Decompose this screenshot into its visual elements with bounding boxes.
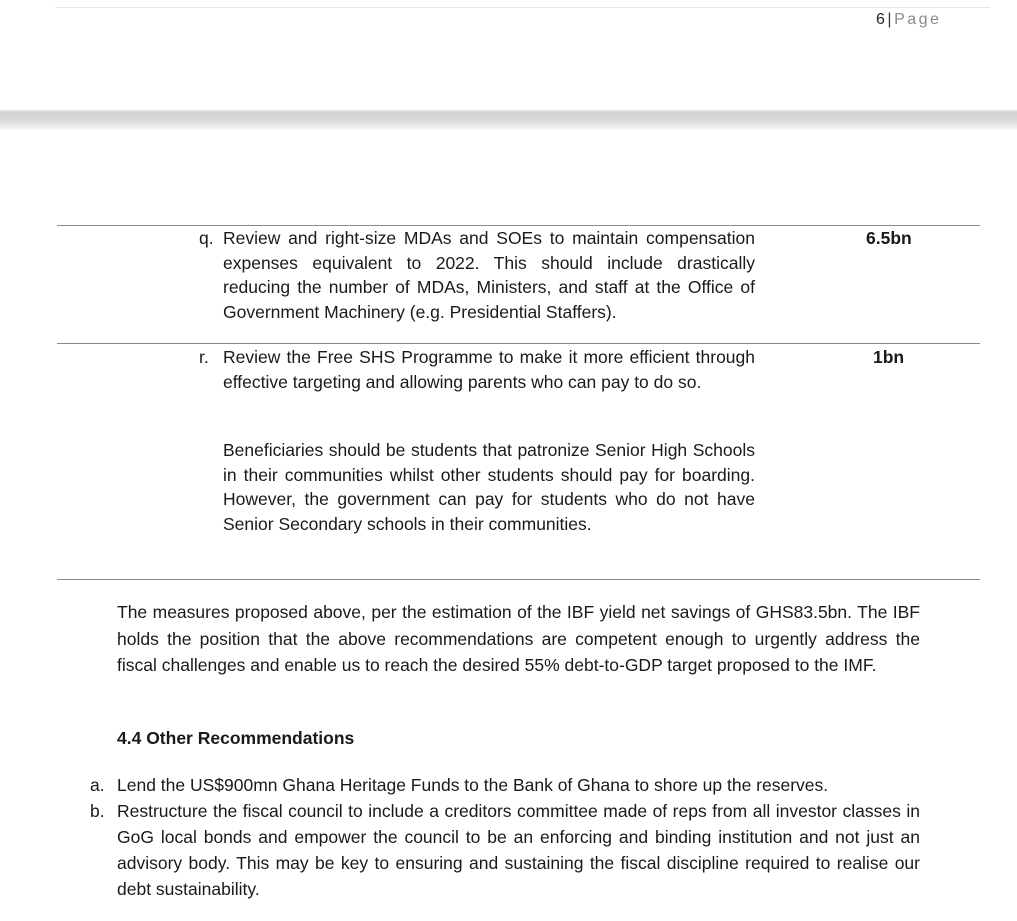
- table-rule: [57, 343, 980, 344]
- list-item-letter: b.: [90, 801, 105, 821]
- row-text-continued: Beneficiaries should be students that patronize Senior High Schools in their communities whilst other students should pay for boarding. However, the government can pay for students who do not have Senior Secondary schools in their communities.: [223, 440, 755, 534]
- row-text: Review the Free SHS Programme to make it more efficient through effective targeting and allowing parents who can pay to do so.: [223, 347, 755, 392]
- row-letter: r.: [199, 347, 209, 367]
- page-number-label: [876, 11, 941, 29]
- row-text: Review and right-size MDAs and SOEs to maintain compensation expenses equivalent to 2022. This should include drastically reducing the number of MDAs, Ministers, and staff at the Office of Government Machinery (e.g. Presidential Staffers).: [223, 228, 755, 322]
- page-number: 6: [876, 11, 886, 28]
- table-rule: [57, 579, 980, 580]
- row-letter: q.: [199, 228, 214, 248]
- summary-paragraph: The measures proposed above, per the estimation of the IBF yield net savings of GHS83.5bn. The IBF holds the position that the above recommendations are competent enough to urgently address the fiscal challenges and enable us to reach the desired 55% debt-to-GDP target proposed to the IMF.: [117, 602, 920, 675]
- page-break-separator: [0, 110, 1017, 130]
- list-item-text: Restructure the fiscal council to include a creditors committee made of reps from all investor classes in GoG local bonds and empower the council to be an enforcing and binding institution and not just an advisory body. This may be key to ensuring and sustaining the fiscal discipline required to realise our debt sustainability.: [117, 801, 920, 899]
- section-heading: 4.4 Other Recommendations: [117, 728, 355, 748]
- row-amount: 1bn: [873, 347, 905, 367]
- page-word: Page: [894, 11, 942, 28]
- list-item-text: Lend the US$900mn Ghana Heritage Funds to the Bank of Ghana to shore up the reserves.: [117, 775, 829, 795]
- page-top-rule: [55, 7, 990, 8]
- row-amount: 6.5bn: [866, 228, 912, 248]
- list-item-letter: a.: [90, 775, 105, 795]
- page-number-separator: |: [887, 11, 893, 28]
